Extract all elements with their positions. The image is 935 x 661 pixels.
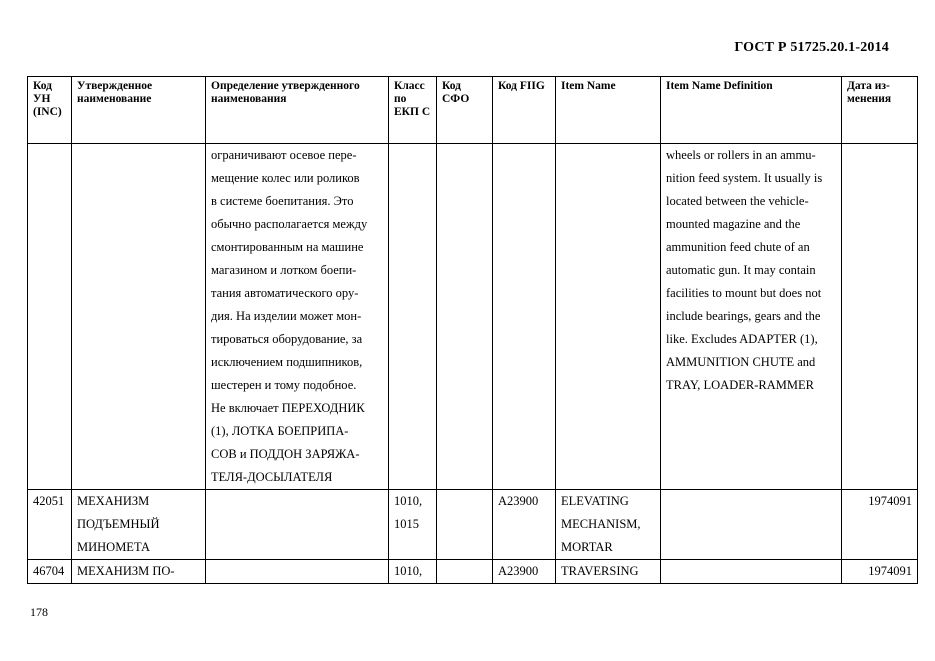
- header-line: Код: [498, 80, 518, 92]
- cell-item-name-definition: [661, 490, 842, 560]
- text-line: МЕХАНИЗМ ПО-: [77, 564, 175, 578]
- cell-sfo: [437, 144, 493, 490]
- header-line: Класс: [394, 80, 425, 92]
- cell-approved-name: [72, 490, 206, 560]
- text-line: ELEVATING: [561, 494, 629, 508]
- cell-change-date: 1974091: [842, 560, 918, 584]
- header-row: [28, 77, 918, 144]
- text-line: TRAY, LOADER-RAMMER: [666, 378, 814, 392]
- text-line: facilities to mount but does not: [666, 286, 822, 300]
- text-line: TRAVERSING: [561, 564, 639, 578]
- text-line: 1015: [394, 517, 419, 531]
- header-definition: [206, 77, 389, 144]
- text-line: 1010,: [394, 564, 423, 578]
- document-code: ГОСТ Р 51725.20.1-2014: [734, 40, 889, 55]
- header-line: по: [394, 93, 407, 105]
- header-item-name: [556, 77, 661, 144]
- table-row-continuation: [28, 144, 918, 490]
- header-line: Дата из-: [847, 80, 890, 92]
- header-class: [389, 77, 437, 144]
- text-line: СОВ и ПОДДОН ЗАРЯЖА-: [211, 447, 360, 461]
- cell-inc: 42051: [28, 490, 72, 560]
- cell-fiig: [493, 144, 556, 490]
- header-line: FIIG: [519, 80, 545, 92]
- text-line: wheels or rollers in an ammu-: [666, 148, 816, 162]
- cell-item-name: [556, 560, 661, 584]
- text-line: automatic gun. It may contain: [666, 263, 816, 277]
- text-line: located between the vehicle-: [666, 194, 809, 208]
- cell-item-name-definition: [661, 560, 842, 584]
- header-line: Утвержденное: [77, 80, 153, 92]
- table-row: [28, 490, 918, 560]
- text-line: исключением подшипников,: [211, 355, 363, 369]
- header-line: наименования: [211, 93, 287, 105]
- text-line: МЕХАНИЗМ: [77, 494, 150, 508]
- header-line: Определение: [211, 80, 279, 92]
- cell-approved-name: [72, 560, 206, 584]
- cell-sfo: [437, 490, 493, 560]
- cell-inc: [28, 144, 72, 490]
- text-line: Не включает ПЕРЕХОДНИК: [211, 401, 365, 415]
- header-line: ЕКП: [394, 106, 419, 118]
- text-line: AMMUNITION CHUTE and: [666, 355, 816, 369]
- text-line: include bearings, gears and the: [666, 309, 821, 323]
- cell-item-name: [556, 490, 661, 560]
- cell-change-date: 1974091: [842, 490, 918, 560]
- text-line: мещение колес или роликов: [211, 171, 360, 185]
- header-line: наименование: [77, 93, 152, 105]
- cell-fiig: A23900: [493, 560, 556, 584]
- header-inc: [28, 77, 72, 144]
- text-line: MORTAR: [561, 540, 613, 554]
- text-line: ПОДЪЕМНЫЙ: [77, 517, 160, 531]
- header-line: СФО: [442, 93, 470, 105]
- catalog-table: [27, 76, 918, 584]
- table-row: [28, 560, 918, 584]
- text-line: шестерен и тому подобное.: [211, 378, 357, 392]
- text-line: тания автоматического ору-: [211, 286, 359, 300]
- text-line: mounted magazine and the: [666, 217, 801, 231]
- text-line: ограничивают осевое пере-: [211, 148, 357, 162]
- header-line: менения: [847, 93, 892, 105]
- text-line: like. Excludes ADAPTER (1),: [666, 332, 818, 346]
- text-line: обычно располагается между: [211, 217, 368, 231]
- header-line: Item Name Definition: [666, 80, 773, 92]
- text-line: магазином и лотком боепи-: [211, 263, 357, 277]
- header-fiig: [493, 77, 556, 144]
- text-line: в системе боепитания. Это: [211, 194, 354, 208]
- header-change-date: [842, 77, 918, 144]
- text-line: ammunition feed chute of an: [666, 240, 810, 254]
- header-line: УН: [33, 93, 51, 105]
- cell-sfo: [437, 560, 493, 584]
- text-line: (1), ЛОТКА БОЕПРИПА-: [211, 424, 349, 438]
- cell-item-name: [556, 144, 661, 490]
- text-line: nition feed system. It usually is: [666, 171, 823, 185]
- text-line: ТЕЛЯ-ДОСЫЛАТЕЛЯ: [211, 470, 333, 484]
- text-line: тироваться оборудование, за: [211, 332, 363, 346]
- header-line: Код: [442, 80, 462, 92]
- cell-item-name-definition: [661, 144, 842, 490]
- text-line: МИНОМЕТА: [77, 540, 150, 554]
- cell-change-date: [842, 144, 918, 490]
- cell-class: [389, 490, 437, 560]
- header-sfo: [437, 77, 493, 144]
- cell-class: [389, 144, 437, 490]
- cell-class: [389, 560, 437, 584]
- text-line: 1010,: [394, 494, 423, 508]
- cell-definition: [206, 144, 389, 490]
- text-line: смонтированным на машине: [211, 240, 364, 254]
- cell-inc: 46704: [28, 560, 72, 584]
- header-line: Item Name: [561, 80, 616, 92]
- header-item-name-definition: [661, 77, 842, 144]
- header-line: (INC): [33, 106, 62, 118]
- header-approved-name: [72, 77, 206, 144]
- page-number: 178: [30, 605, 48, 619]
- header-line: утвержденного: [281, 80, 360, 92]
- cell-definition: [206, 560, 389, 584]
- text-line: дия. На изделии может мон-: [211, 309, 362, 323]
- cell-fiig: A23900: [493, 490, 556, 560]
- cell-definition: [206, 490, 389, 560]
- header-line: С: [421, 106, 431, 118]
- cell-approved-name: [72, 144, 206, 490]
- text-line: MECHANISM,: [561, 517, 641, 531]
- header-line: Код: [33, 80, 53, 92]
